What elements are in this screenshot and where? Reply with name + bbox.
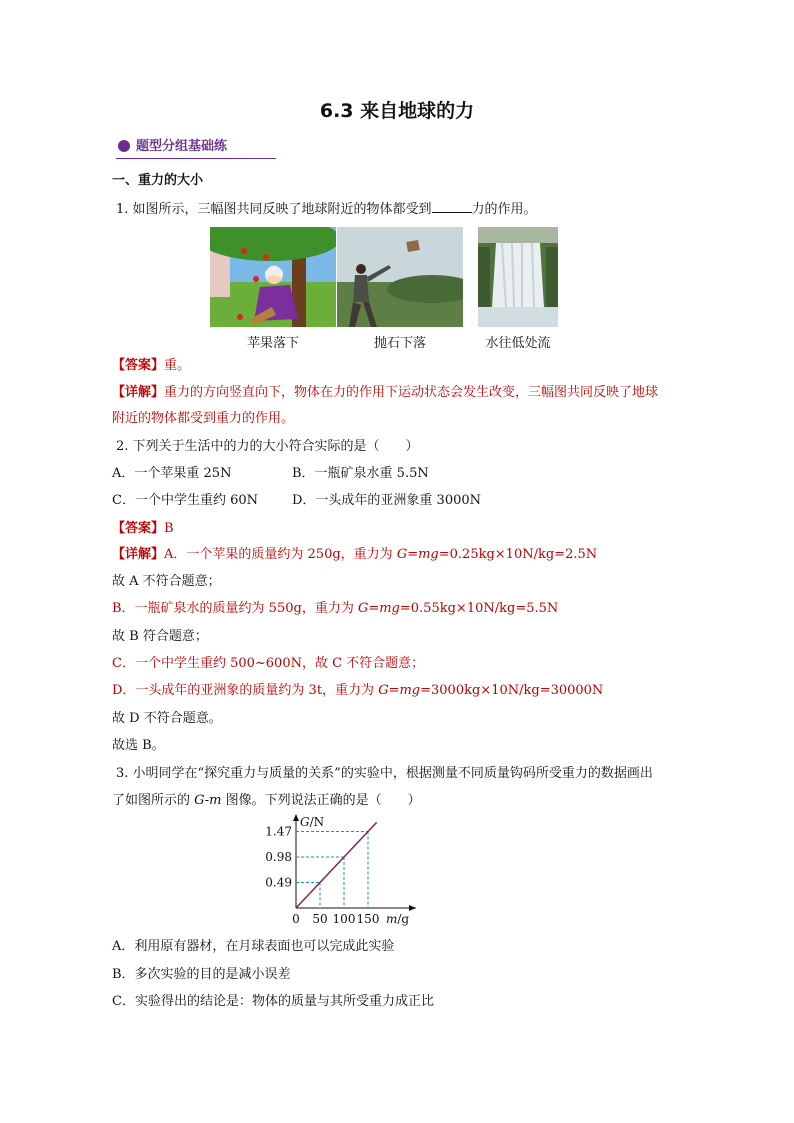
q3-stem-text: 了如图所示的 (112, 793, 195, 808)
y-axis-label: G/N (300, 815, 325, 829)
q2-detail-line-2: 故 A 不符合题意； (112, 574, 221, 589)
q3-stem-var: G-m (194, 793, 222, 808)
x-axis-arrow-icon (409, 905, 416, 911)
x-tick-label: 150 (356, 912, 380, 926)
q2-stem: 2. 下列关于生活中的力的大小符合实际的是（ ） (116, 439, 419, 454)
page-title: 6.3 来自地球的力 (319, 100, 475, 122)
y-tick-label: 0.98 (265, 850, 292, 865)
q3-stem-line-2 (112, 792, 421, 810)
section-tag-label: 题型分组基础练 (136, 139, 228, 154)
q2-detail-text: B．一瓶矿泉水的质量约为 550g，重力为 (112, 601, 358, 616)
q1-answer-value: 重。 (164, 358, 191, 373)
q1-detail-line-2: 附近的物体都受到重力的作用。 (112, 411, 295, 426)
q3-option-c: C．实验得出的结论是：物体的质量与其所受重力成正比 (112, 994, 434, 1009)
formula-rest: =3000kg×10N/kg=30000N (420, 683, 604, 698)
q1-detail-line-1 (112, 384, 658, 402)
waterfall-image (478, 227, 558, 327)
caption-stone: 抛石下落 (373, 336, 426, 351)
q2-detail-line-5: C．一个中学生重约 500~600N，故 C 不符合题意； (112, 656, 425, 671)
formula-rest: =0.25kg×10N/kg=2.5N (438, 547, 598, 562)
q1-stem (116, 200, 537, 219)
q1-blank (432, 200, 472, 213)
q3-option-b: B．多次实验的目的是减小误差 (112, 967, 291, 982)
formula-var: G=mg (396, 547, 439, 562)
x-tick-label: 50 (312, 912, 328, 926)
q2-detail-text: A．一个苹果的质量约为 250g，重力为 (164, 547, 397, 562)
y-tick-label: 1.47 (265, 824, 292, 839)
q2-detail-line-7: 故 D 不符合题意。 (112, 711, 222, 726)
q2-answer (112, 520, 174, 538)
formula-var: G=mg (357, 601, 400, 616)
q2-option-b: B．一瓶矿泉水重 5.5N (292, 466, 429, 481)
throwing-stone-image (337, 227, 463, 327)
answer-tag: 【答案】 (112, 521, 165, 536)
q3-stem-text-2: 图像。下列说法正确的是（ ） (221, 793, 421, 808)
detail-tag: 【详解】 (112, 385, 165, 400)
detail-tag: 【详解】 (112, 547, 165, 562)
section-tag (116, 138, 276, 159)
origin-label: 0 (292, 912, 300, 926)
q1-stem-part-a: 1. 如图所示，三幅图共同反映了地球附近的物体都受到 (116, 202, 432, 217)
formula-rest: =0.55kg×10N/kg=5.5N (399, 601, 559, 616)
q2-detail-line-4: 故 B 符合题意； (112, 629, 208, 644)
q2-detail-line-1 (112, 546, 597, 564)
q2-detail-text: D．一头成年的亚洲象的质量约为 3t，重力为 (112, 683, 379, 698)
x-tick-label: 100 (332, 912, 356, 926)
q2-option-c: C．一个中学生重约 60N (112, 493, 258, 508)
formula-var: G=mg (378, 683, 421, 698)
q2-option-d: D．一头成年的亚洲象重 3000N (292, 493, 482, 508)
q1-answer (112, 357, 190, 375)
apple-falling-image (210, 227, 336, 327)
y-tick-label: 0.49 (265, 875, 292, 890)
g-m-chart (258, 812, 428, 930)
x-axis-label: m/g (386, 912, 410, 926)
subsection-heading: 一、重力的大小 (112, 173, 204, 188)
caption-water: 水往低处流 (485, 336, 551, 351)
q2-detail-line-3 (112, 600, 558, 618)
q2-option-a: A．一个苹果重 25N (112, 466, 232, 481)
q2-answer-value: B (164, 521, 174, 536)
q3-option-a: A．利用原有器材，在月球表面也可以完成此实验 (112, 939, 395, 954)
q3-stem-line-1: 3. 小明同学在“探究重力与质量的关系”的实验中，根据测量不同质量钩码所受重力的数据画出 (116, 766, 653, 781)
y-axis-arrow-icon (293, 814, 299, 821)
answer-tag: 【答案】 (112, 358, 165, 373)
q2-detail-line-6 (112, 682, 603, 700)
bullet-dot-icon (118, 140, 130, 152)
caption-apple: 苹果落下 (246, 336, 299, 351)
q1-detail-text-1: 重力的方向竖直向下，物体在力的作用下运动状态会发生改变，三幅图共同反映了地球 (164, 385, 659, 400)
q2-detail-line-8: 故选 B。 (112, 738, 165, 753)
series-line (296, 822, 377, 908)
q1-stem-part-b: 力的作用。 (471, 202, 537, 217)
